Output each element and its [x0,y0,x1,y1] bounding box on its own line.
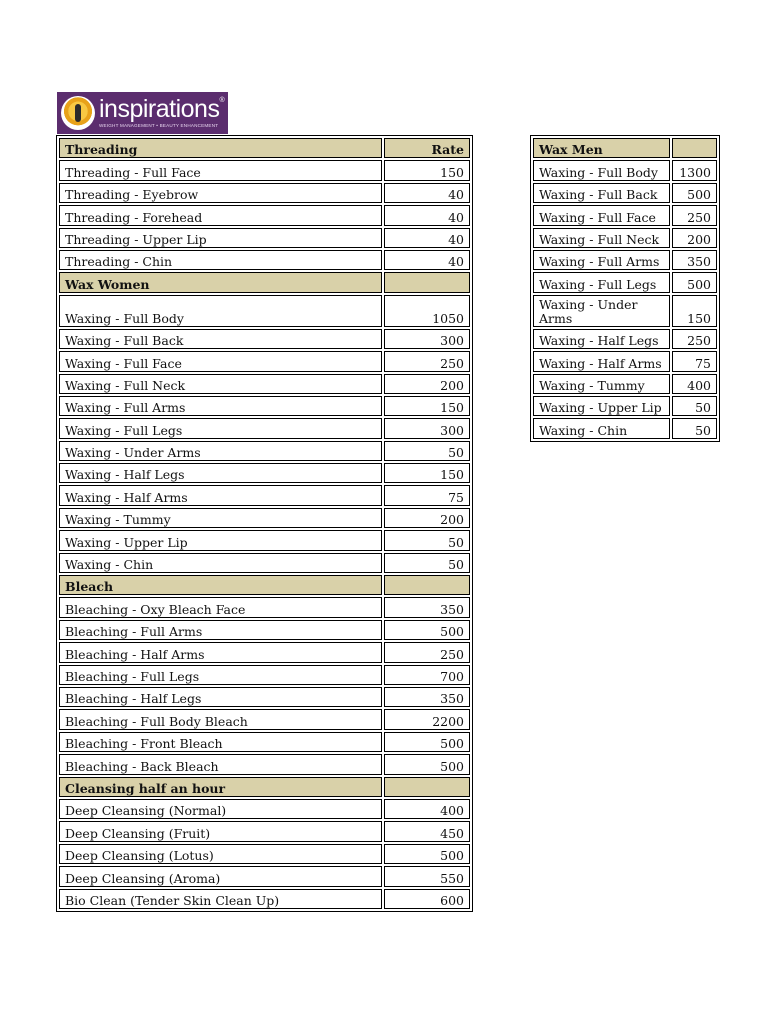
service-rate: 250 [672,329,717,349]
service-rate: 40 [384,228,470,248]
logo-brand: inspirations [99,95,220,124]
service-rate: 450 [384,821,470,841]
service-name: Bleaching - Full Body Bleach [59,709,382,729]
wax-men-rate-table [530,135,720,442]
service-rate: 250 [384,351,470,371]
service-name: Waxing - Half Arms [59,485,382,505]
table-row [533,295,717,327]
section-header-rate [384,777,470,797]
service-rate: 350 [384,597,470,617]
table-row [59,754,470,774]
service-rate: 50 [384,530,470,550]
service-rate: 40 [384,250,470,270]
table-row [533,418,717,438]
service-name: Waxing - Under Arms [59,441,382,461]
section-header-rate [384,575,470,595]
service-name: Threading - Chin [59,250,382,270]
service-name: Waxing - Full Arms [533,250,670,270]
service-name: Bleaching - Full Arms [59,620,382,640]
service-name: Waxing - Full Legs [533,272,670,292]
service-rate: 250 [384,642,470,662]
service-rate: 350 [672,250,717,270]
service-name: Waxing - Full Body [533,160,670,180]
service-rate: 200 [672,228,717,248]
table-row [533,374,717,394]
service-rate: 500 [672,183,717,203]
service-rate: 1050 [384,295,470,327]
service-rate: 700 [384,665,470,685]
table-header-row [533,138,717,158]
service-rate: 150 [672,295,717,327]
table-row [59,889,470,909]
table-header-row [59,138,470,158]
section-header-row [59,272,470,292]
table-row [533,205,717,225]
section-header-label: Wax Men [533,138,670,158]
table-row [533,228,717,248]
table-row [59,866,470,886]
service-name: Waxing - Half Legs [59,463,382,483]
service-name: Bleaching - Full Legs [59,665,382,685]
service-name: Bleaching - Front Bleach [59,732,382,752]
table-row [59,665,470,685]
service-rate: 50 [384,441,470,461]
service-name: Bleaching - Half Arms [59,642,382,662]
service-name: Threading - Forehead [59,205,382,225]
service-rate: 400 [384,799,470,819]
table-row [59,709,470,729]
table-row [59,351,470,371]
table-row [533,183,717,203]
service-rate: 350 [384,687,470,707]
table-row [59,530,470,550]
table-row [59,553,470,573]
service-rate: 50 [384,553,470,573]
service-rate: 40 [384,183,470,203]
service-rate: 300 [384,418,470,438]
section-header-label: Wax Women [59,272,382,292]
table-row [59,329,470,349]
table-row [533,396,717,416]
table-row [59,228,470,248]
table-row [59,463,470,483]
section-header-label: Cleansing half an hour [59,777,382,797]
service-name: Waxing - Upper Lip [59,530,382,550]
section-header-row [59,777,470,797]
section-header-row [59,575,470,595]
service-name: Waxing - Chin [59,553,382,573]
service-name: Waxing - Full Face [59,351,382,371]
table-row [59,508,470,528]
section-header-rate [384,272,470,292]
service-rate: 150 [384,396,470,416]
service-name: Waxing - Full Body [59,295,382,327]
table-row [533,250,717,270]
table-row [533,272,717,292]
service-rate: 500 [384,754,470,774]
service-rate: 150 [384,463,470,483]
service-name: Waxing - Half Arms [533,351,670,371]
service-rate: 150 [384,160,470,180]
table-row [59,799,470,819]
service-rate: 2200 [384,709,470,729]
section-header-label: Bleach [59,575,382,595]
service-rate: 50 [672,396,717,416]
service-name: Waxing - Chin [533,418,670,438]
service-name: Threading - Upper Lip [59,228,382,248]
service-name: Bleaching - Back Bleach [59,754,382,774]
table-row [59,205,470,225]
section-header-rate: Rate [384,138,470,158]
table-row [59,183,470,203]
service-name: Waxing - Full Neck [59,374,382,394]
logo-registered-mark: ® [219,97,225,105]
table-row [59,597,470,617]
service-rate: 75 [672,351,717,371]
table-row [59,295,470,327]
service-name: Waxing - Full Face [533,205,670,225]
service-rate: 400 [672,374,717,394]
table-row [533,329,717,349]
table-row [59,396,470,416]
service-rate: 50 [672,418,717,438]
service-name: Deep Cleansing (Aroma) [59,866,382,886]
table-row [59,844,470,864]
service-rate: 250 [672,205,717,225]
service-rate: 500 [672,272,717,292]
table-row [59,687,470,707]
service-name: Deep Cleansing (Lotus) [59,844,382,864]
inspirations-logo [57,92,228,134]
service-name: Deep Cleansing (Fruit) [59,821,382,841]
table-row [59,620,470,640]
service-name: Waxing - Full Arms [59,396,382,416]
service-name: Waxing - Upper Lip [533,396,670,416]
table-row [59,160,470,180]
table-row [59,821,470,841]
table-row [59,642,470,662]
service-name: Waxing - Full Legs [59,418,382,438]
service-name: Deep Cleansing (Normal) [59,799,382,819]
services-rate-table [56,135,473,912]
table-row [59,441,470,461]
service-rate: 550 [384,866,470,886]
service-name: Waxing - Half Legs [533,329,670,349]
logo-emblem-icon [61,96,95,130]
service-rate: 500 [384,732,470,752]
section-header-label: Threading [59,138,382,158]
table-row [59,732,470,752]
service-name: Waxing - Full Neck [533,228,670,248]
logo-wordmark [99,97,224,129]
service-rate: 40 [384,205,470,225]
service-name: Threading - Full Face [59,160,382,180]
service-rate: 300 [384,329,470,349]
table-row [59,485,470,505]
table-row [59,374,470,394]
section-header-rate [672,138,717,158]
service-name: Waxing - Tummy [59,508,382,528]
service-rate: 200 [384,374,470,394]
table-row [59,418,470,438]
service-name: Threading - Eyebrow [59,183,382,203]
service-rate: 600 [384,889,470,909]
service-name: Bleaching - Half Legs [59,687,382,707]
table-row [533,351,717,371]
logo-tagline: WEIGHT MANAGEMENT • BEAUTY ENHANCEMENT [99,123,219,129]
service-name: Waxing - Under Arms [533,295,670,327]
service-rate: 75 [384,485,470,505]
service-name: Waxing - Full Back [533,183,670,203]
service-rate: 1300 [672,160,717,180]
service-rate: 500 [384,844,470,864]
service-rate: 500 [384,620,470,640]
service-rate: 200 [384,508,470,528]
service-name: Bleaching - Oxy Bleach Face [59,597,382,617]
table-row [533,160,717,180]
table-row [59,250,470,270]
service-name: Waxing - Full Back [59,329,382,349]
service-name: Waxing - Tummy [533,374,670,394]
service-name: Bio Clean (Tender Skin Clean Up) [59,889,382,909]
